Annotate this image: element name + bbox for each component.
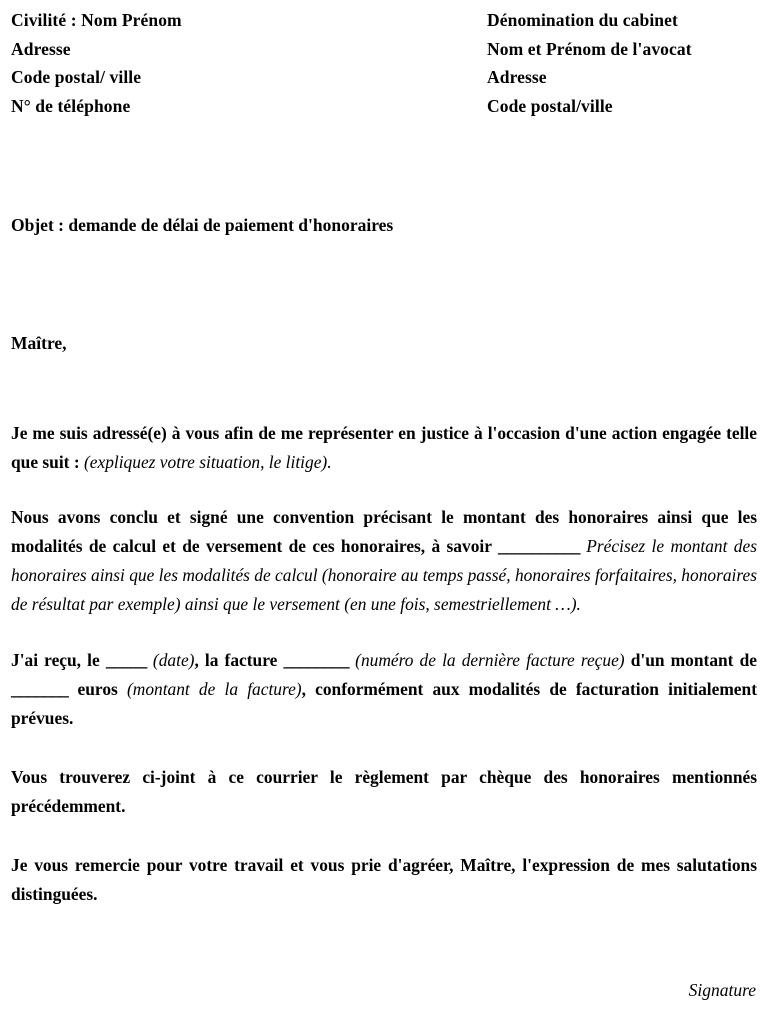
body-paragraph-3 — [11, 646, 757, 733]
paragraph-3-blank-amount: _______ — [11, 679, 69, 699]
sender-line-address: Adresse — [11, 38, 71, 59]
paragraph-2-blank-fee-amount: __________ — [497, 536, 580, 556]
body-paragraph-5: Je vous remercie pour votre travail et vous prie d'agréer, Maître, l'expression de mes salutations distinguées. — [11, 855, 757, 904]
sender-line-postal-city: Code postal/ ville — [11, 67, 142, 87]
paragraph-3-text-2: , la facture — [194, 650, 284, 670]
recipient-line-lawyer-name: Nom et Prénom de l'avocat — [487, 38, 692, 59]
paragraph-3-text-3: d'un montant de — [624, 650, 757, 670]
paragraph-3-placeholder-amount: (montant de la facture) — [126, 679, 302, 699]
paragraph-2-text: Nous avons conclu et signé une convention précisant le montant des honoraires ainsi que les modalités de calcul et de versement de ces honoraires, à savoir — [11, 507, 757, 556]
recipient-line-firm-name: Dénomination du cabinet — [487, 10, 678, 30]
subject-line: Objet : demande de délai de paiement d'honoraires — [11, 215, 394, 235]
signature-label: Signature — [688, 980, 756, 1000]
body-paragraph-1 — [11, 419, 757, 477]
paragraph-1-text: Je me suis adressé(e) à vous afin de me représenter en justice à l'occasion d'une action engagée telle que suit : — [11, 423, 757, 472]
paragraph-2-placeholder: Précisez le montant des honoraires ainsi que les modalités de calcul (honoraire au temps passé, honoraires forfaitaires, honoraires de résultat par exemple) ainsi que le versement (en une fois, semestriellement …). — [11, 536, 757, 614]
paragraph-3-text-1: J'ai reçu, le — [11, 650, 106, 670]
recipient-line-address: Adresse — [487, 67, 547, 87]
paragraph-3-blank-invoice-number: ________ — [283, 650, 350, 670]
paragraph-3-placeholder-invoice-number: (numéro de la dernière facture reçue) — [349, 650, 625, 670]
recipient-address-block — [487, 6, 692, 120]
body-paragraph-2 — [11, 503, 757, 619]
sender-address-block — [11, 6, 182, 120]
paragraph-3-text-4: euros — [68, 679, 127, 699]
body-paragraph-4: Vous trouverez ci-joint à ce courrier le règlement par chèque des honoraires mentionnés précédemment. — [11, 767, 757, 816]
paragraph-1-placeholder: (expliquez votre situation, le litige). — [83, 452, 332, 472]
paragraph-3-blank-date: _____ — [105, 650, 147, 670]
paragraph-3-placeholder-date: (date) — [146, 650, 195, 670]
sender-line-civility: Civilité : Nom Prénom — [11, 10, 182, 30]
sender-line-phone: N° de téléphone — [11, 95, 131, 116]
letter-header — [11, 6, 757, 128]
letter-content — [11, 6, 757, 926]
recipient-line-postal-city: Code postal/ville — [487, 95, 613, 116]
paragraph-3-text-5: , conformément aux modalités de facturation initialement prévues. — [11, 679, 757, 728]
signature-row — [11, 978, 756, 1002]
salutation: Maître, — [11, 333, 67, 353]
